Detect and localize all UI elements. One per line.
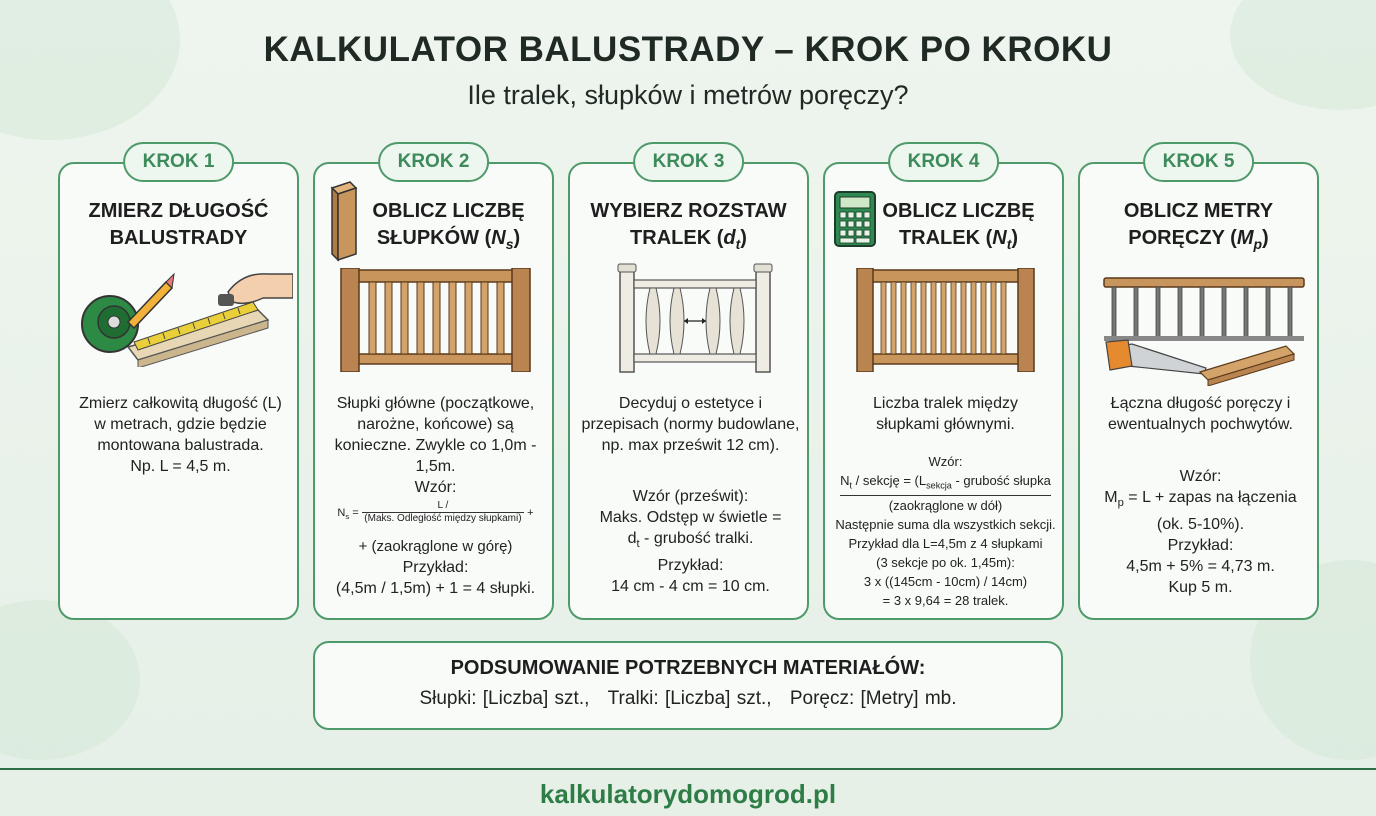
step-badge-1: KROK 1 — [123, 142, 235, 182]
step-title-4: OBLICZ LICZBĘ TRALEK $(N_t)$ — [882, 200, 1035, 252]
step-badge-2: KROK 2 — [378, 142, 490, 182]
step-text-2b: + (zaokrąglone w górę) Przykład: (4,5m / 1,5m) + 1 = 4 słupki. — [335, 538, 536, 597]
step-text-5: Łączna długość poręczy i ewentualnych pochwytów. — [1108, 395, 1293, 433]
summary-rail: Poręcz: [Metry] mb. — [789, 688, 957, 709]
summary-posts: Słupki: [Liczba] szt., — [419, 688, 590, 709]
step-badge-3: KROK 3 — [633, 142, 745, 182]
measuring-tape-illustration — [68, 262, 293, 367]
railing-illustration — [323, 268, 548, 372]
step-card-5 — [1078, 151, 1319, 620]
step-badge-5: KROK 5 — [1143, 142, 1255, 182]
page-title: KALKULATOR BALUSTRADY – KROK PO KROKU — [263, 30, 1113, 69]
post-formula: $N_s$ = $\frac{L /}{\text{(Maks. Odległość między słupkami)}}$ + — [337, 500, 534, 524]
baluster-count-illustration — [833, 268, 1058, 372]
summary-box — [313, 641, 1063, 730]
step-card-1 — [58, 151, 299, 620]
summary-line — [315, 688, 1061, 710]
step-card-3 — [568, 151, 809, 620]
step-card-2 — [313, 151, 554, 620]
page-subtitle: Ile tralek, słupków i metrów poręczy? — [467, 80, 909, 110]
step-text-3: Decyduj o estetyce i przepisach (normy budowlane, np. max prześwit 12 cm). — [581, 395, 800, 454]
summary-balusters: Tralki: [Liczba] szt., — [607, 688, 772, 709]
step-title-1: ZMIERZ DŁUGOŚĆ BALUSTRADY — [88, 200, 269, 249]
footer-site[interactable]: kalkulatorydomogrod.pl — [539, 779, 837, 809]
step-text-4: Liczba tralek między słupkami głównymi. — [873, 395, 1018, 433]
step-text-2: Słupki główne (początkowe, narożne, końcowe) są konieczne. Zwykle co 1,0m - 1,5m. Wzór: — [334, 395, 537, 496]
step-title-5: OBLICZ METRY PORĘCZY $(M_p)$ — [1123, 200, 1274, 252]
step-formula-4: Wzór: $N_t$ / sekcję = ($L_{sekcja}$ - grubość słupka (zaokrąglone w dół) Następnie suma dla wszystkich sekcji. Przykład dla L=4,5m z 4 słupkami (3 sekcje po ok. 1,45m): 3 x ((145cm - 10cm) / 14cm) = 3 x 9,64 = 28 tralek. — [835, 454, 1056, 608]
step-formula-3: Wzór (prześwit): Maks. Odstęp w świetle = $d_t$ - grubość tralki. Przykład: 14 cm - 4 cm = 10 cm. — [599, 488, 782, 596]
step-title-2: OBLICZ LICZBĘ SŁUPKÓW $(N_s)$ — [372, 200, 525, 252]
step-formula-5: Wzór: $M_p = L$ + zapas na łączenia (ok. 5-10%). Przykład: 4,5m + 5% = 4,73 m. Kup 5 m. — [1104, 468, 1297, 597]
handrail-saw-illustration — [1088, 274, 1313, 386]
summary-title: PODSUMOWANIE POTRZEBNYCH MATERIAŁÓW: — [450, 657, 926, 679]
step-card-4 — [823, 151, 1064, 620]
footer-divider — [0, 768, 1376, 770]
step-text-1: Zmierz całkowitą długość (L) w metrach, gdzie będzie montowana balustrada. Np. L = 4,5 m. — [79, 395, 282, 475]
step-title-3: WYBIERZ ROZSTAW TRALEK $(d_t)$ — [590, 200, 787, 252]
baluster-spacing-illustration — [578, 262, 803, 374]
step-badge-4: KROK 4 — [888, 142, 1000, 182]
